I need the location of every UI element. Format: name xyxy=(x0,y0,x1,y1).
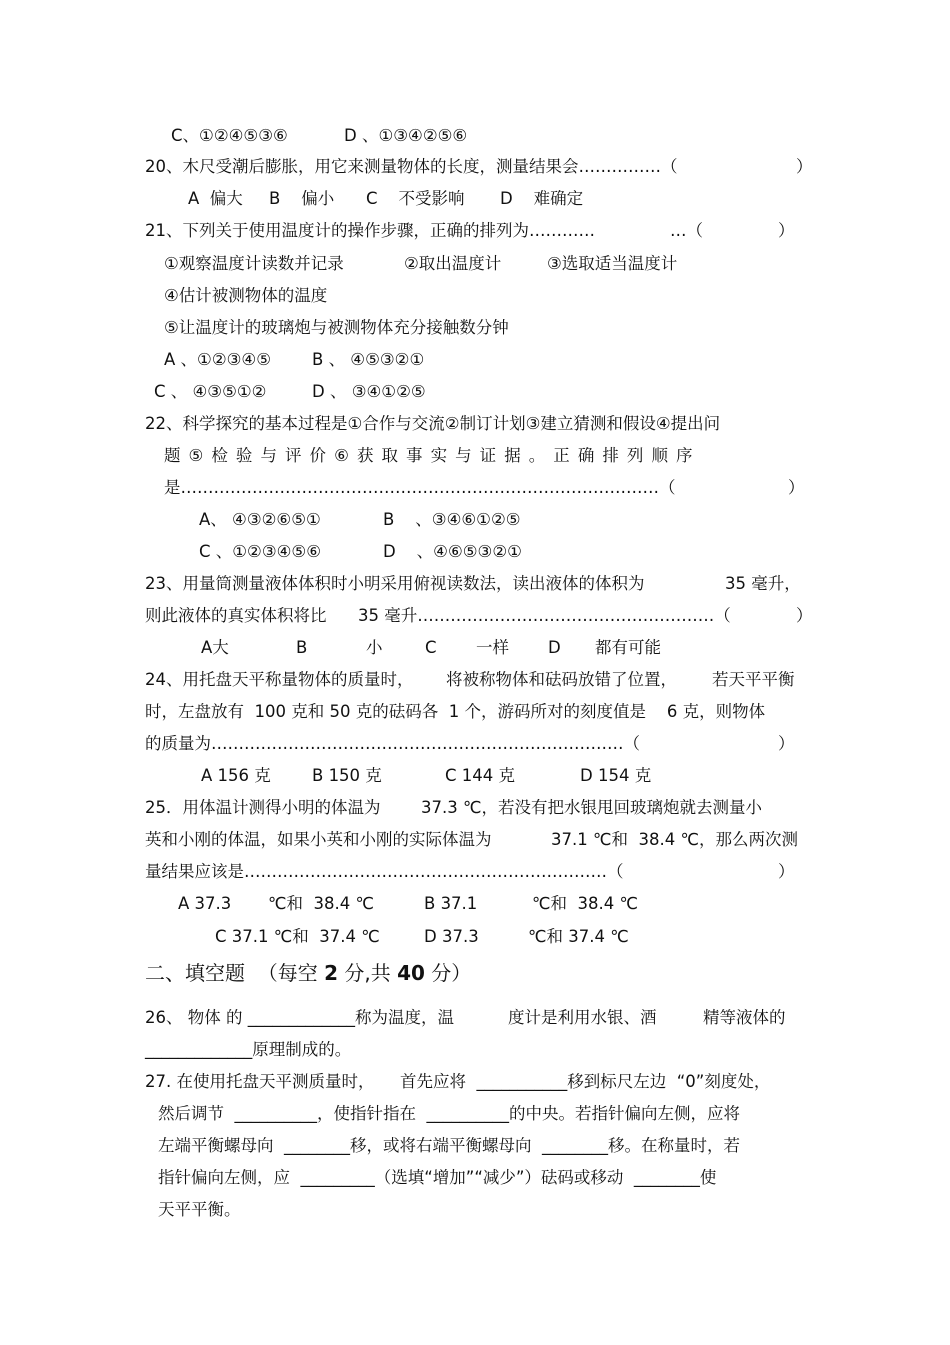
q24-line-3: 的质量为…………………………………………………………………（ xyxy=(145,734,640,753)
q25-paren-close: ） xyxy=(778,862,795,881)
q23-option-a: A大 xyxy=(201,638,229,657)
q26-line-1a: 26、 物体 的 _____________称为温度，温 xyxy=(145,1008,454,1027)
q25-option-d-value: D 37.3 xyxy=(424,927,479,946)
q21-paren-close: ） xyxy=(778,221,795,240)
q27-line-1b: 首先应将 ___________移到标尺左边 “0”刻度处， xyxy=(400,1072,771,1091)
q22-option-b: B 、③④⑥①②⑤ xyxy=(383,510,521,529)
section-heading xyxy=(145,963,471,983)
q24-option-d: D 154 克 xyxy=(580,766,652,785)
q25-option-b-rest: ℃和 38.4 ℃ xyxy=(532,894,639,913)
q23-option-d-text: 都有可能 xyxy=(595,638,661,657)
q24-line-1a: 24、用托盘天平称量物体的质量时， xyxy=(145,670,414,689)
q25-line-2a: 英和小刚的体温，如果小英和小刚的实际体温为 xyxy=(145,830,492,849)
q26-line-1b: 度计是利用水银、酒 xyxy=(508,1008,657,1027)
q24-line-1b: 将被称物体和砝码放错了位置， xyxy=(446,670,677,689)
q25-line-1a: 25．用体温计测得小明的体温为 xyxy=(145,798,381,817)
q23-option-c-letter: C xyxy=(425,638,437,657)
q27-line-1a: 27. 在使用托盘天平测质量时， xyxy=(145,1072,375,1091)
q22-option-a: A、 ④③②⑥⑤① xyxy=(199,510,321,529)
q25-line-1b: 37.3 ℃，若没有把水银甩回玻璃炮就去测量小 xyxy=(421,798,763,817)
q25-line-2b: 37.1 ℃和 38.4 ℃，那么两次测 xyxy=(551,830,799,849)
q25-option-b-value: B 37.1 xyxy=(424,894,478,913)
q20-option-d: D 难确定 xyxy=(500,189,584,208)
q21-step-2: ②取出温度计 xyxy=(404,254,502,273)
section-total-points: 40 xyxy=(397,961,425,985)
q21-option-c: C 、 ④③⑤①② xyxy=(154,382,267,401)
q24-line-2: 时，左盘放有 100 克和 50 克的砝码各 1 个，游码所对的刻度值是 6 克，则物体 xyxy=(145,702,766,721)
q23-paren-close: ） xyxy=(796,606,813,625)
q22-line-1: 22、科学探究的基本过程是①合作与交流②制订计划③建立猜测和假设④提出问 xyxy=(145,414,721,433)
q22-option-c: C 、①②③④⑤⑥ xyxy=(199,542,322,561)
q23-line-1b: 35 毫升， xyxy=(725,574,801,593)
q25-option-a-value: A 37.3 xyxy=(178,894,232,913)
q19-option-d: D 、①③④②⑤⑥ xyxy=(344,126,468,145)
q21-step-3: ③选取适当温度计 xyxy=(547,254,678,273)
q23-line-1a: 23、用量筒测量液体体积时小明采用俯视读数法，读出液体的体积为 xyxy=(145,574,645,593)
q27-line-2: 然后调节 __________，使指针指在 __________的中央。若指针偏向左侧，应将 xyxy=(158,1104,740,1123)
q21-option-d: D 、 ③④①②⑤ xyxy=(312,382,426,401)
section-heading-prefix: 二、填空题 （每空 xyxy=(145,961,325,985)
q20-option-b: B 偏小 xyxy=(269,189,335,208)
q27-line-3: 左端平衡螺母向 ________移，或将右端平衡螺母向 ________移。在称量时，若 xyxy=(158,1136,740,1155)
section-points-per-blank: 2 xyxy=(324,961,338,985)
q26-line-1c: 精等液体的 xyxy=(703,1008,786,1027)
section-heading-mid: 分,共 xyxy=(338,961,398,985)
q23-option-d-letter: D xyxy=(548,638,561,657)
q22-paren-close: ） xyxy=(788,478,805,497)
q23-option-b-letter: B xyxy=(296,638,308,657)
q24-option-c: C 144 克 xyxy=(445,766,516,785)
q25-option-d-rest: ℃和 37.4 ℃ xyxy=(528,927,629,946)
q20-paren-close: ） xyxy=(796,157,813,176)
q24-line-1c: 若天平平衡 xyxy=(712,670,795,689)
q21-step-4: ④估计被测物体的温度 xyxy=(164,286,328,305)
section-heading-suffix: 分） xyxy=(424,961,472,985)
q21-stem: 21、下列关于使用温度计的操作步骤，正确的排列为………… xyxy=(145,221,595,240)
q25-line-3: 量结果应该是…………………………………………………………（ xyxy=(145,862,624,881)
q24-option-b: B 150 克 xyxy=(312,766,382,785)
q19-option-c: C、①②④⑤③⑥ xyxy=(171,126,288,145)
q22-line-3: 是……………………………………………………………………………（ xyxy=(164,478,676,497)
q21-step-1: ①观察温度计读数并记录 xyxy=(164,254,344,273)
q23-line-2b: 35 毫升………………………………………………（ xyxy=(358,606,731,625)
q21-dots: …（ xyxy=(670,221,703,240)
q23-option-b-text: 小 xyxy=(366,638,383,657)
q26-line-2: _____________原理制成的。 xyxy=(145,1040,352,1059)
q22-line-2: 题 ⑤ 检 验 与 评 价 ⑥ 获 取 事 实 与 证 据 。 正 确 排 列 顺 序 xyxy=(164,446,694,465)
q27-line-4: 指针偏向左侧，应 _________（选填“增加”“减少”）砝码或移动 ________使 xyxy=(158,1168,717,1187)
q23-option-c-text: 一样 xyxy=(476,638,509,657)
q20-stem: 20、木尺受潮后膨胀，用它来测量物体的长度，测量结果会……………（ xyxy=(145,157,678,176)
q24-option-a: A 156 克 xyxy=(201,766,271,785)
q24-paren-close: ） xyxy=(778,734,795,753)
q25-option-a-rest: ℃和 38.4 ℃ xyxy=(268,894,375,913)
q23-line-2a: 则此液体的真实体积将比 xyxy=(145,606,327,625)
q21-step-5: ⑤让温度计的玻璃炮与被测物体充分接触数分钟 xyxy=(164,318,509,337)
q22-option-d: D 、④⑥⑤③②① xyxy=(383,542,522,561)
q21-option-a: A 、①②③④⑤ xyxy=(164,350,271,369)
q21-option-b: B 、 ④⑤③②① xyxy=(312,350,425,369)
q20-option-a: A 偏大 xyxy=(188,189,243,208)
q27-line-5: 天平平衡。 xyxy=(158,1200,241,1219)
q25-option-c: C 37.1 ℃和 37.4 ℃ xyxy=(215,927,380,946)
q20-option-c: C 不受影响 xyxy=(366,189,465,208)
